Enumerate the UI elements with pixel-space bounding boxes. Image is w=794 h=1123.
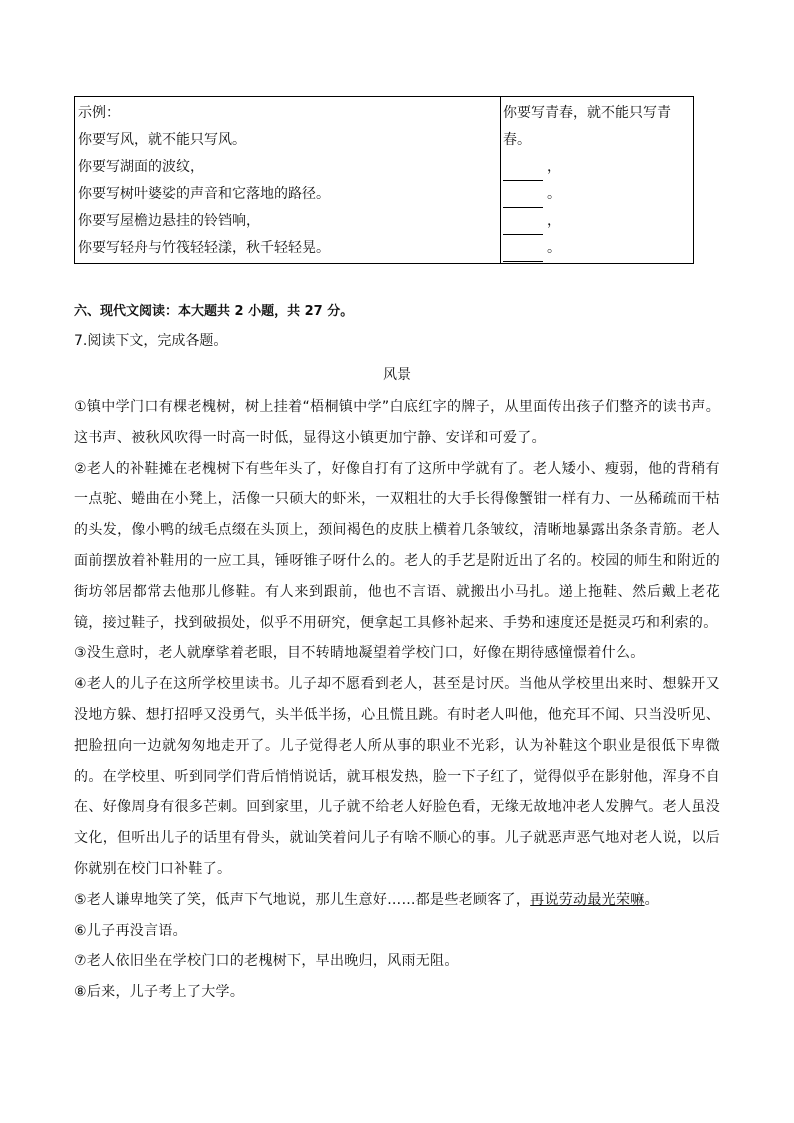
paragraph-8: ⑧后来，儿子考上了大学。 xyxy=(74,984,245,1001)
example-line: 示例： xyxy=(78,105,120,121)
paragraph-2: ②老人的补鞋摊在老槐树下有些年头了，好像自打有了这所中学就有了。老人矮小、瘦弱，他的背稍有一点驼、蜷曲在小凳上，活像一只硕大的虾米，一双粗壮的大手长得像蟹钳一样有力、一丛稀疏而干枯的头发，像小鸭的绒毛点缀在头顶上，颈间褐色的皮肤上横着几条皱纹，清晰地暴露出条条青筋。老人面前摆放着补鞋用的一应工具，锤呀锥子呀什么的。老人的手艺是附近出了名的。校园的师生和附近的街坊邻居都常去他那儿修鞋。有人来到跟前，他也不言语、就搬出小马扎。递上拖鞋、然后戴上老花镜，接过鞋子，找到破损处，似乎不用研究，便拿起工具修补起来、手势和速度还是挺灵巧和利索的。 xyxy=(74,460,720,631)
reading-passage xyxy=(74,392,720,1008)
example-table xyxy=(74,96,694,264)
blank-punctuation: ， xyxy=(547,159,561,175)
example-line: 你要写树叶婆娑的声音和它落地的路径。 xyxy=(78,186,330,202)
paragraph-7: ⑦老人依旧坐在学校门口的老槐树下，早出晚归，风雨无阻。 xyxy=(74,953,459,970)
example-line: 你要写风，就不能只写风。 xyxy=(78,132,246,148)
example-line: 你要写轻舟与竹筏轻轻漾，秋千轻轻晃。 xyxy=(78,240,330,256)
answer-blank[interactable] xyxy=(503,164,543,181)
blank-punctuation: 。 xyxy=(547,186,561,202)
answer-blank-row xyxy=(503,154,691,181)
answer-example-line: 你要写青春，就不能只写青 xyxy=(503,105,671,121)
story-title: 风景 xyxy=(383,367,411,383)
section-heading: 六、现代文阅读：本大题共 2 小题，共 27 分。 xyxy=(74,304,354,319)
answer-cell xyxy=(501,97,693,263)
paragraph-1: ①镇中学门口有棵老槐树，树上挂着“梧桐镇中学”白底红字的牌子，从里面传出孩子们整齐的读书声。这书声、被秋风吹得一时高一时低，显得这小镇更加宁静、安详和可爱了。 xyxy=(74,399,720,446)
paragraph-5-end: 。 xyxy=(644,891,659,908)
example-line: 你要写屋檐边悬挂的铃铛响， xyxy=(78,213,260,229)
answer-blank[interactable] xyxy=(503,191,543,208)
example-line: 你要写湖面的波纹， xyxy=(78,159,204,175)
paragraph-5 xyxy=(74,885,720,916)
paragraph-3: ③没生意时，老人就摩挲着老眼，目不转睛地凝望着学校门口，好像在期待感憧憬着什么。 xyxy=(74,645,645,662)
example-left-cell xyxy=(75,97,501,263)
blank-punctuation: ， xyxy=(547,213,561,229)
paragraph-6: ⑥儿子再没言语。 xyxy=(74,922,187,939)
answer-blank[interactable] xyxy=(503,218,543,235)
answer-blank-row xyxy=(503,181,691,208)
blank-punctuation: 。 xyxy=(547,240,561,256)
answer-blank[interactable] xyxy=(503,245,543,262)
underlined-phrase: 再说劳动最光荣嘛 xyxy=(530,891,645,908)
question-prompt: 7.阅读下文，完成各题。 xyxy=(74,333,228,349)
paragraph-4: ④老人的儿子在这所学校里读书。儿子却不愿看到老人，甚至是讨厌。当他从学校里出来时、想躲开又没地方躲、想打招呼又没勇气，头半低半扬，心且慌且跳。有时老人叫他，他充耳不闻、只当没听见、把脸扭向一边就匆匆地走开了。儿子觉得老人所从事的职业不光彩，认为补鞋这个职业是很低下卑微的。在学校里、听到同学们背后悄悄说话，就耳根发热，脸一下子红了，觉得似乎在影射他，浑身不自在、好像周身有很多芒刺。回到家里，儿子就不给老人好脸色看，无缘无故地冲老人发脾气。老人虽没文化，但听出儿子的话里有骨头，就讪笑着问儿子有啥不顺心的事。儿子就恶声恶气地对老人说，以后你就别在校门口补鞋了。 xyxy=(74,676,720,877)
answer-example-line: 春。 xyxy=(503,132,531,148)
paragraph-5-text: ⑤老人谦卑地笑了笑，低声下气地说，那儿生意好……都是些老顾客了， xyxy=(74,891,531,908)
answer-blank-row xyxy=(503,208,691,235)
answer-blank-row xyxy=(503,235,691,262)
